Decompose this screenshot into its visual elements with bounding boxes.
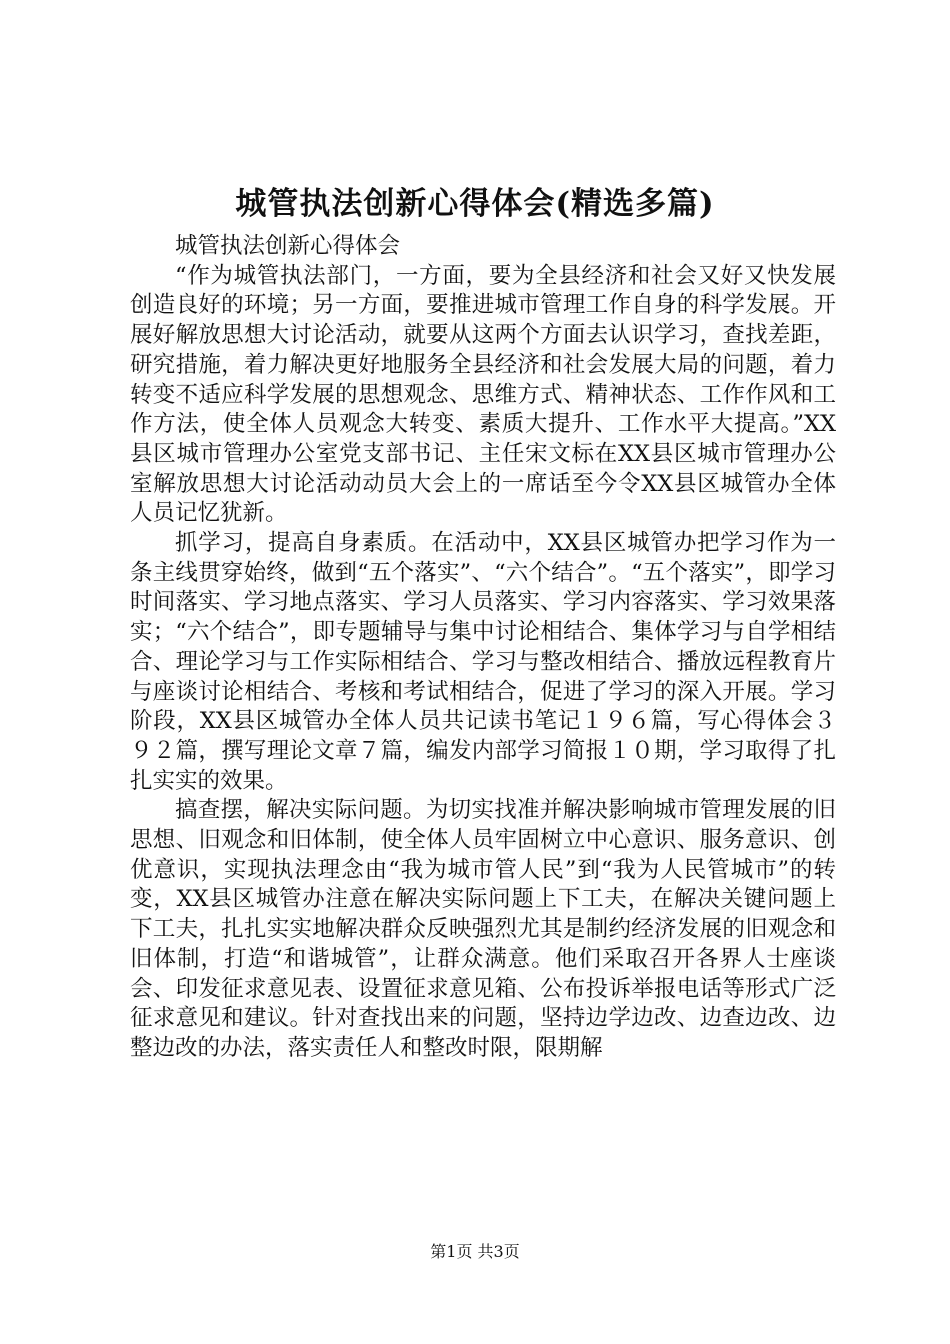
body-paragraph: 搞查摆，解决实际问题。为切实找准并解决影响城市管理发展的旧思想、旧观念和旧体制，使全体人员牢固树立中心意识、服务意识、创优意识，实现执法理念由“我为城市管人民”到“我为人民管城市”的转变，XX县区城管办注意在解决实际问题上下工夫，在解决关键问题上下工夫，扎扎实实地解决群众反映强烈尤其是制约经济发展的旧观念和旧体制，打造“和谐城管”，让群众满意。他们采取召开各界人士座谈会、印发征求意见表、设置征求意见箱、公布投诉举报电话等形式广泛征求意见和建议。针对查找出来的问题，坚持边学边改、边查边改、边整边改的办法，落实责任人和整改时限，限期解 (130, 797, 836, 1061)
page-indicator: 第1页 共3页 (430, 1242, 520, 1261)
body-paragraph: “作为城管执法部门，一方面，要为全县经济和社会又好又快发展创造良好的环境；另一方面，要推进城市管理工作自身的科学发展。开展好解放思想大讨论活动，就要从这两个方面去认识学习，查找差距，研究措施，着力解决更好地服务全县经济和社会发展大局的问题，着力转变不适应科学发展的思想观念、思维方式、精神状态、工作作风和工作方法，使全体人员观念大转变、素质大提升、工作水平大提高。”XX县区城市管理办公室党支部书记、主任宋文标在XX县区城市管理办公室解放思想大讨论活动动员大会上的一席话至今令XX县区城管办全体人员记忆犹新。 (130, 262, 836, 527)
body-paragraph: 抓学习，提高自身素质。在活动中，XX县区城管办把学习作为一条主线贯穿始终，做到“五个落实”、“六个结合”。“五个落实”，即学习时间落实、学习地点落实、学习人员落实、学习内容落实、学习效果落实；“六个结合”，即专题辅导与集中讨论相结合、集体学习与自学相结合、理论学习与工作实际相结合、学习与整改相结合、播放远程教育片与座谈讨论相结合、考核和考试相结合，促进了学习的深入开展。学习阶段，XX县区城管办全体人员共记读书笔记１９６篇，写心得体会３９２篇，撰写理论文章７篇，编发内部学习简报１０期，学习取得了扎扎实实的效果。 (130, 530, 836, 794)
document-body (130, 232, 836, 1064)
subtitle-paragraph: 城管执法创新心得体会 (175, 233, 401, 259)
document-title: 城管执法创新心得体会(精选多篇) (235, 186, 715, 222)
